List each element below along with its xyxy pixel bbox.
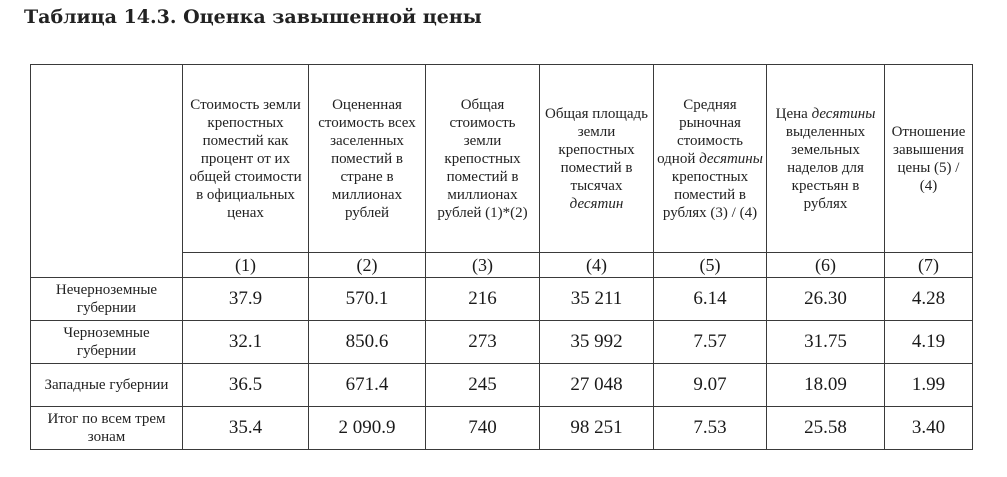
header-col-2: Оцененная стоимость всех заселенных поместий в стране в миллионах рублей [309,65,426,253]
table-cell: 671.4 [309,364,426,407]
overpricing-table [30,64,973,450]
table-cell: 35 211 [540,278,654,321]
table-cell: 3.40 [885,407,973,450]
table-cell: 37.9 [183,278,309,321]
header-col-4: Общая площадь земли крепостных поместий в тысячах десятин [540,65,654,253]
header-row [31,65,973,253]
corner-cell [31,65,183,278]
column-number: (1) [183,253,309,278]
table-cell: 4.28 [885,278,973,321]
column-number: (5) [654,253,767,278]
table-cell: 1.99 [885,364,973,407]
table-cell: 25.58 [767,407,885,450]
row-label: Итог по всем трем зонам [31,407,183,450]
column-number: (2) [309,253,426,278]
column-number: (7) [885,253,973,278]
header-col-1: Стоимость земли крепостных поместий как процент от их общей стоимости в официальных ценах [183,65,309,253]
table-cell: 7.57 [654,321,767,364]
table-row [31,321,973,364]
table-cell: 570.1 [309,278,426,321]
table-cell: 36.5 [183,364,309,407]
table-cell: 740 [426,407,540,450]
table-cell: 6.14 [654,278,767,321]
table-cell: 850.6 [309,321,426,364]
table-cell: 35.4 [183,407,309,450]
table-cell: 35 992 [540,321,654,364]
table-cell: 2 090.9 [309,407,426,450]
table-row [31,278,973,321]
header-col-3: Общая стоимость земли крепостных поместий в миллионах рублей (1)*(2) [426,65,540,253]
table-cell: 9.07 [654,364,767,407]
table-cell: 245 [426,364,540,407]
row-label: Нечерноземные губернии [31,278,183,321]
table-cell: 31.75 [767,321,885,364]
column-number: (4) [540,253,654,278]
table-row [31,364,973,407]
row-label: Черноземные губернии [31,321,183,364]
table-cell: 32.1 [183,321,309,364]
table-cell: 98 251 [540,407,654,450]
table-cell: 4.19 [885,321,973,364]
table-row [31,407,973,450]
table-cell: 216 [426,278,540,321]
table-caption: Таблица 14.3. Оценка завышенной цены [24,6,482,28]
table-cell: 27 048 [540,364,654,407]
row-label: Западные губернии [31,364,183,407]
header-col-7: Отношение завышения цены (5) / (4) [885,65,973,253]
header-col-5: Средняя рыночная стоимость одной десятины крепостных поместий в рублях (3) / (4) [654,65,767,253]
header-col-6: Цена десятины выделенных земельных наделов для крестьян в рублях [767,65,885,253]
table-cell: 18.09 [767,364,885,407]
table-cell: 273 [426,321,540,364]
column-number: (3) [426,253,540,278]
column-number: (6) [767,253,885,278]
table-cell: 26.30 [767,278,885,321]
table-cell: 7.53 [654,407,767,450]
